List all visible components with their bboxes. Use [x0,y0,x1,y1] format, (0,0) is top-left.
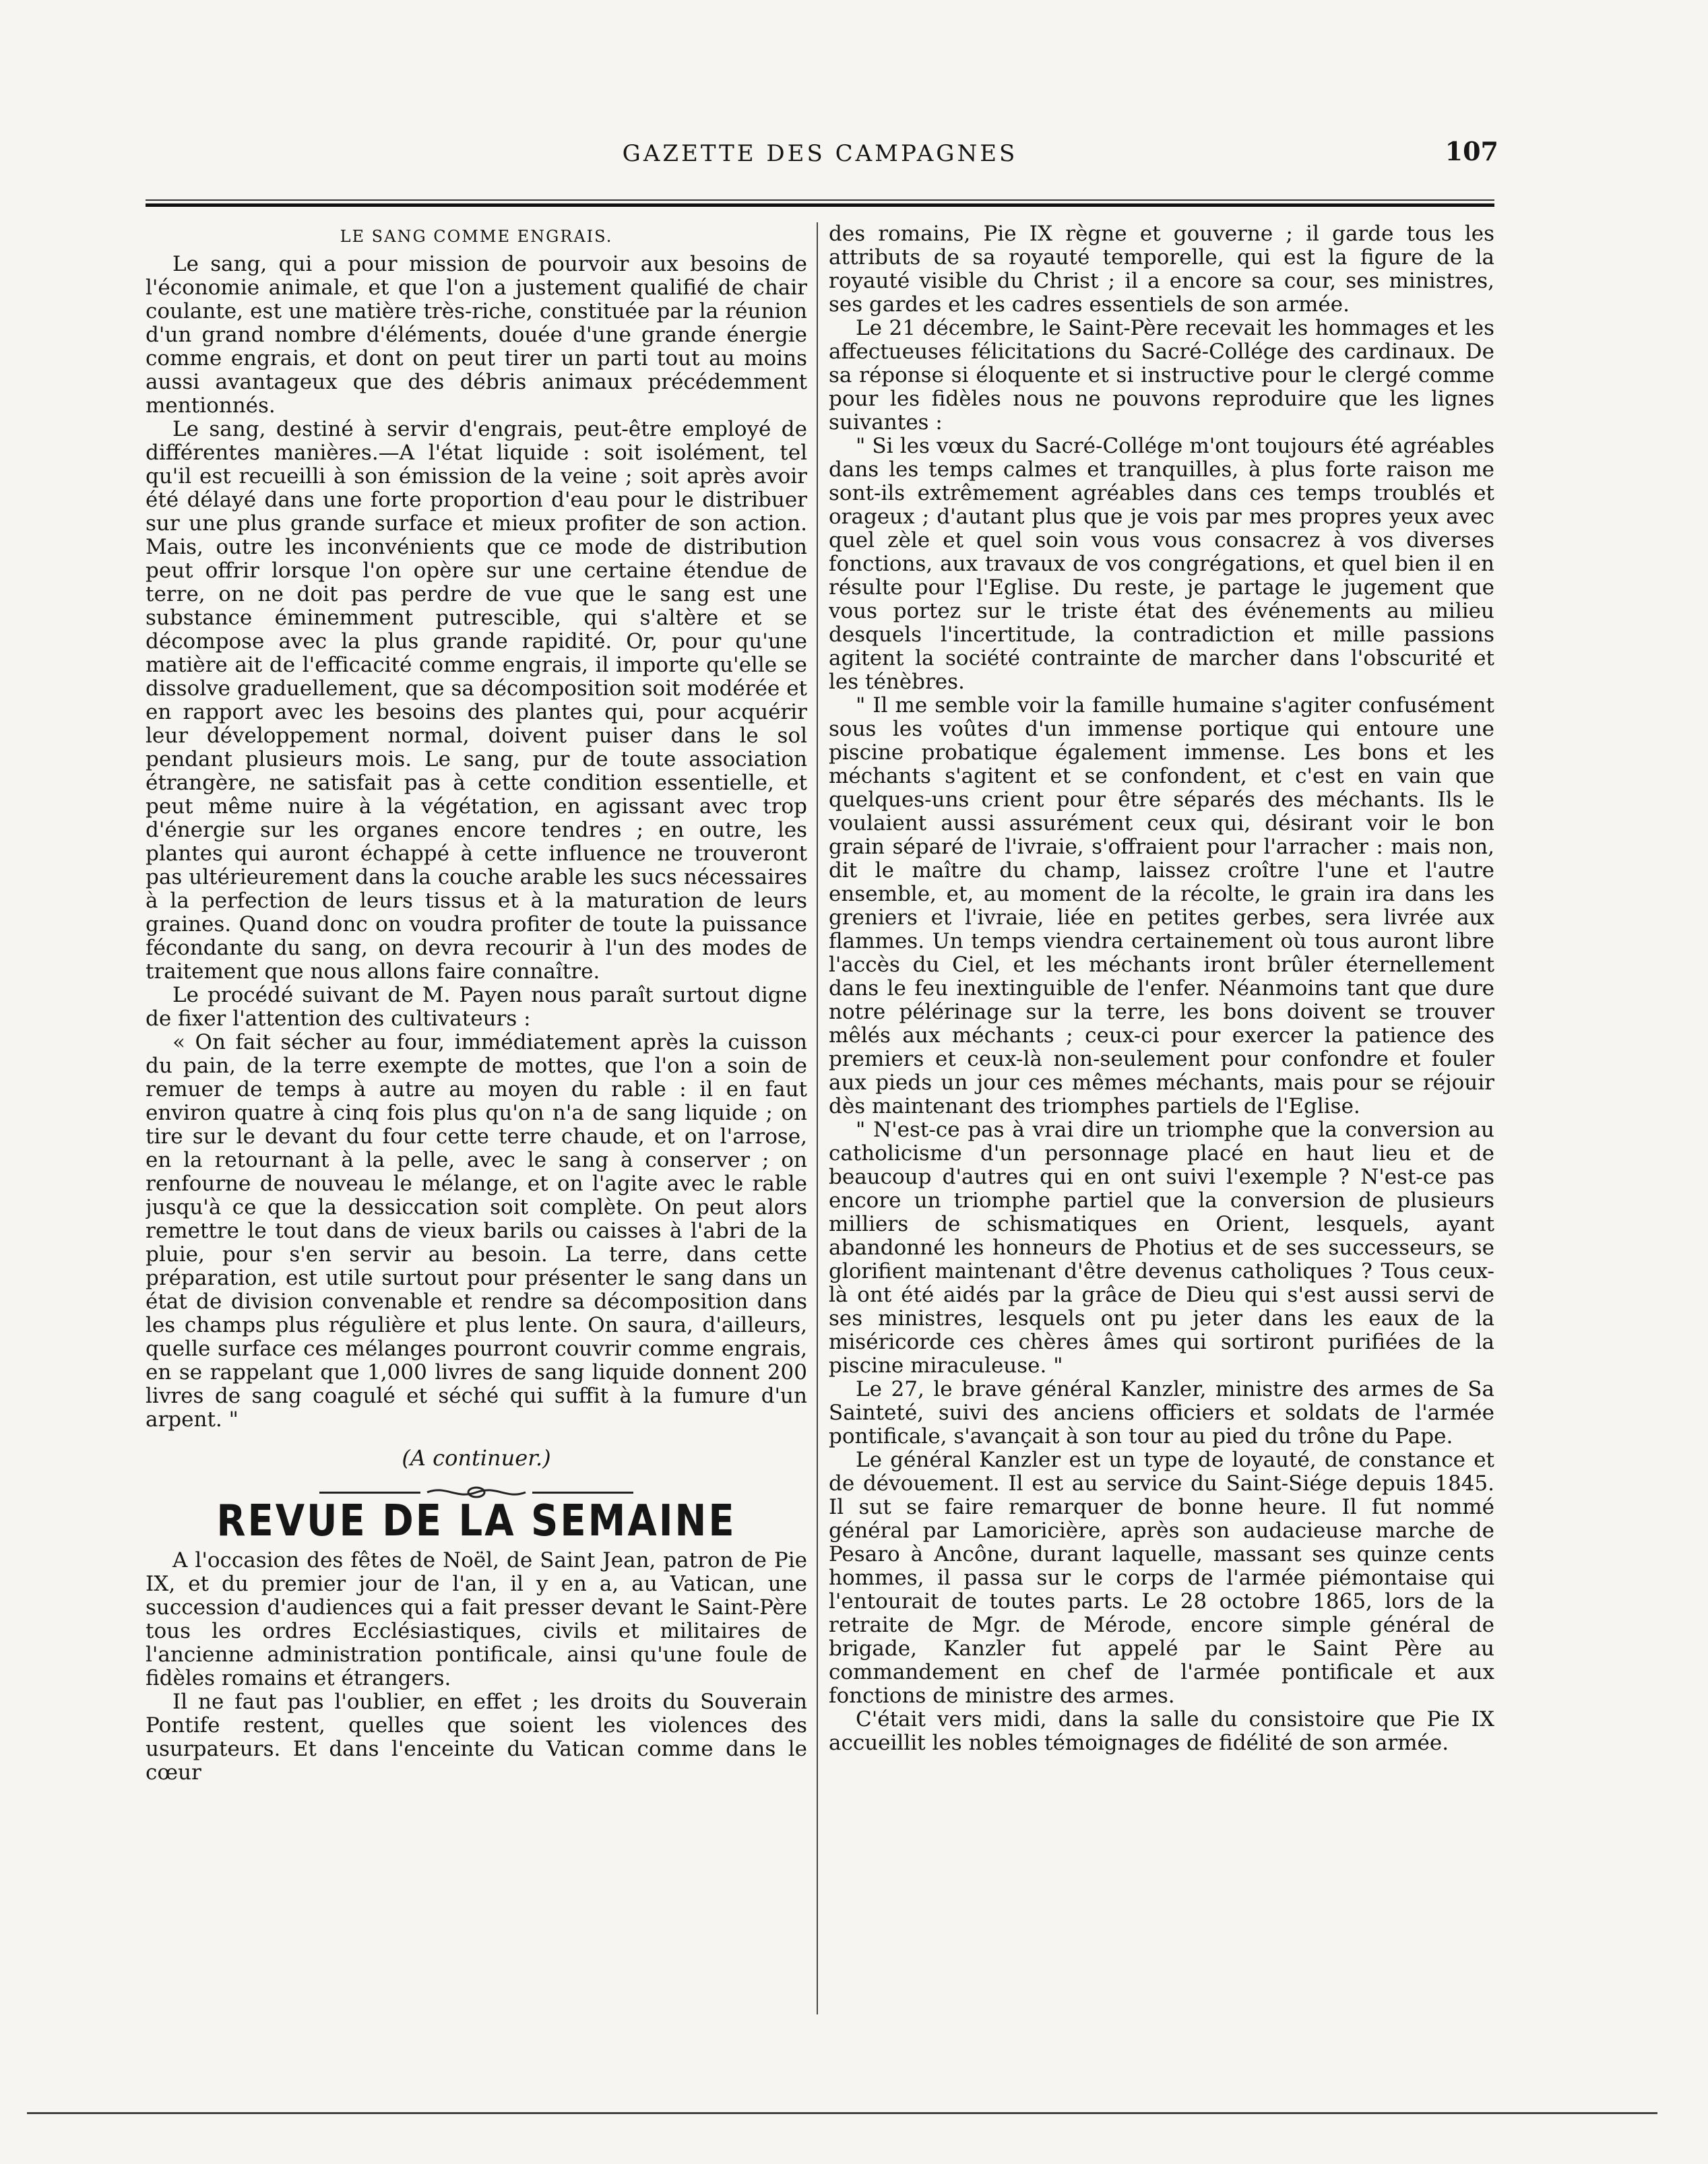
article-paragraph: Le sang, qui a pour mission de pourvoir aux besoins de l'économie animale, et que l'on a justement qualifié de chair coulante, est une matière très-riche, constituée par la réunion d'un grand nombre d'éléments, douée d'une grande énergie comme engrais, et dont on peut tirer un parti tout au moins aussi avantageux que des débris animaux précédemment mentionnés. [146,252,807,418]
continued-note: (A continuer.) [402,1445,551,1471]
column-divider [817,222,818,2014]
left-column [146,222,807,2021]
revue-paragraph: Il ne faut pas l'oublier, en effet ; les droits du Souverain Pontife restent, quelles que soient les violences des usurpateurs. Et dans l'enceinte du Vatican comme dans le cœur [146,1690,807,1785]
quote-paragraph: " Il me semble voir la famille humaine s'agiter confusément sous les voûtes d'un immense portique qui entoure une piscine probatique également immense. Les bons et les méchants s'agitent et se confondent, et c'est en vain que quelques-uns crient pour être séparés des méchants. Ils le voulaient aussi assurément ceux qui, désirant voir le bon grain séparé de l'ivraie, s'offraient pour l'arracher : mais non, dit le maître du champ, laissez croître l'une et l'autre ensemble, et, au moment de la récolte, le grain ira dans les greniers et l'ivraie, liée en petites gerbes, sera livrée aux flammes. Un temps viendra certainement où tous auront libre l'accès du Ciel, et les méchants iront brûler éternellement dans le feu inextinguible de l'enfer. Néanmoins tant que dure notre pélérinage sur la terre, les bons doivent se trouver mêlés aux méchants ; ceux-ci pour exercer la patience des premiers et ceux-là non-seulement pour confondre et fouler aux pieds un jour ces mêmes méchants, mais pour se réjouir dès maintenant des triomphes partiels de l'Eglise. [829,693,1494,1118]
section-heading: LE SANG COMME ENGRAIS. [340,227,613,246]
revue-paragraph: A l'occasion des fêtes de Noël, de Saint Jean, patron de Pie IX, et du premier jour de l'an, il y en a, au Vatican, une succession d'audiences qui a fait presser devant le Saint-Père tous les ordres Ecclésiastiques, civils et militaires de l'ancienne administration pontificale, ainsi qu'une foule de fidèles romains et étrangers. [146,1548,807,1690]
article-paragraph: Le sang, destiné à servir d'engrais, peut-être employé de différentes manières.—A l'état liquide : soit isolément, tel qu'il est recueilli à son émission de la veine ; soit après avoir été délayé dans une forte proportion d'eau pour le distribuer sur une plus grande surface et mieux profiter de son action. Mais, outre les inconvénients que ce mode de distribution peut offrir lorsque l'on opère sur une certaine étendue de terre, on ne doit pas perdre de vue que le sang est une substance éminemment putrescible, qui s'altère et se décompose avec la plus grande rapidité. Or, pour qu'une matière ait de l'efficacité comme engrais, il importe qu'elle se dissolve graduellement, que sa décomposition soit modérée et en rapport avec les besoins des plantes qui, pour acquérir leur développement normal, doivent puiser dans le sol pendant plusieurs mois. Le sang, pur de toute association étrangère, ne satisfait pas à cette condition essentielle, et peut même nuire à la végétation, en agissant avec trop d'énergie sur les organes encore tendres ; en outre, les plantes qui auront échappé à cette influence ne trouveront pas ultérieurement dans la couche arable les sucs nécessaires à la perfection de leurs tissus et à la maturation de leurs graines. Quand donc on voudra profiter de toute la puissance fécondante du sang, on devra recourir à l'un des modes de traitement que nous allons faire connaître. [146,417,807,984]
revue-paragraph: Le général Kanzler est un type de loyauté, de constance et de dévouement. Il est au service du Saint-Siége depuis 1845. Il sut se faire remarquer de bonne heure. Il fut nommé général par Lamoricière, après son audacieuse marche de Pesaro à Ancône, durant laquelle, massant ses quinze cents hommes, il passa sur le corps de l'armée piémontaise qui l'entourait de toutes parts. Le 28 octobre 1865, lors de la retraite de Mgr. de Mérode, encore simple général de brigade, Kanzler fut appelé par le Saint Père au commandement en chef de l'armée pontificale et aux fonctions de ministre des armes. [829,1448,1494,1708]
ornament-line [532,1492,633,1494]
running-title: GAZETTE DES CAMPAGNES [622,140,1018,167]
ornament-line [319,1492,420,1494]
article-paragraph: « On fait sécher au four, immédiatement après la cuisson du pain, de la terre exempte de mottes, que l'on a soin de remuer de temps à autre au moyen du rable : il en faut environ quatre à cinq fois plus qu'on n'a de sang liquide ; on tire sur le devant du four cette terre chaude, et on l'arrose, en la retournant à la pelle, avec le sang à conserver ; on renfourne de nouveau le mélange, et on l'agite avec le rable jusqu'à ce que la dessiccation soit complète. On peut alors remettre le tout dans de vieux barils ou caisses à l'abri de la pluie, pour s'en servir au besoin. La terre, dans cette préparation, est utile surtout pour présenter le sang dans un état de division convenable et rendre sa décomposition dans les champs plus régulière et plus lente. On saura, d'ailleurs, quelle surface ces mélanges pourront couvrir comme engrais, en se rappelant que 1,000 livres de sang liquide donnent 200 livres de sang coagulé et séché qui suffit à la fumure d'un arpent. " [146,1030,807,1432]
revue-paragraph: des romains, Pie IX règne et gouverne ; il garde tous les attributs de sa royauté temporelle, qui est la figure de la royauté visible du Christ ; il a encore sa cour, ses ministres, ses gardes et les cadres essentiels de son armée. [829,222,1494,317]
revue-title: REVUE DE LA SEMAINE [216,1496,736,1546]
quote-paragraph: " N'est-ce pas à vrai dire un triomphe que la conversion au catholicisme d'un personnage placé en haut lieu et de beaucoup d'autres qui en ont suivi l'exemple ? N'est-ce pas encore un triomphe partiel que la conversion de plusieurs milliers de schismatiques en Orient, lesquels, ayant abandonné les honneurs de Photius et de ses successeurs, se glorifient maintenant d'être devenus catholiques ? Tous ceux-là ont été aidés par la grâce de Dieu qui s'est aussi servi de ses ministres, lesquels ont pu jeter dans les eaux de la miséricorde ces chères âmes qui sortiront purifiées de la piscine miraculeuse. " [829,1118,1494,1378]
right-column [829,222,1494,2021]
running-head [146,136,1498,181]
page-number: 107 [1445,136,1498,166]
header-rule [146,199,1494,207]
article-paragraph: Le procédé suivant de M. Payen nous paraît surtout digne de fixer l'attention des cultivateurs : [146,983,807,1031]
revue-paragraph: Le 21 décembre, le Saint-Père recevait les hommages et les affectueuses félicitations du Sacré-Collége des cardinaux. De sa réponse si éloquente et si instructive pour le clergé comme pour les fidèles nous ne pouvons reproduire que les lignes suivantes : [829,316,1494,435]
revue-paragraph: C'était vers midi, dans la salle du consistoire que Pie IX accueillit les nobles témoignages de fidélité de son armée. [829,1707,1494,1755]
bottom-rule [27,2112,1657,2114]
revue-paragraph: Le 27, le brave général Kanzler, ministre des armes de Sa Sainteté, suivi des anciens officiers et soldats de l'armée pontificale, s'avançait à son tour au pied du trône du Pape. [829,1377,1494,1449]
quote-paragraph: " Si les vœux du Sacré-Collége m'ont toujours été agréables dans les temps calmes et tranquilles, à plus forte raison me sont-ils extrêmement agréables dans ces temps troublés et orageux ; d'autant plus que je vois par mes propres yeux avec quel zèle et quel soin vous vous consacrez à vos diverses fonctions, aux travaux de vos congrégations, et quel bien il en résulte pour l'Eglise. Du reste, je partage le jugement que vous portez sur le triste état des événements au milieu desquels l'incertitude, la contradiction et mille passions agitent la société contrainte de marcher dans l'obscurité et les ténèbres. [829,434,1494,694]
